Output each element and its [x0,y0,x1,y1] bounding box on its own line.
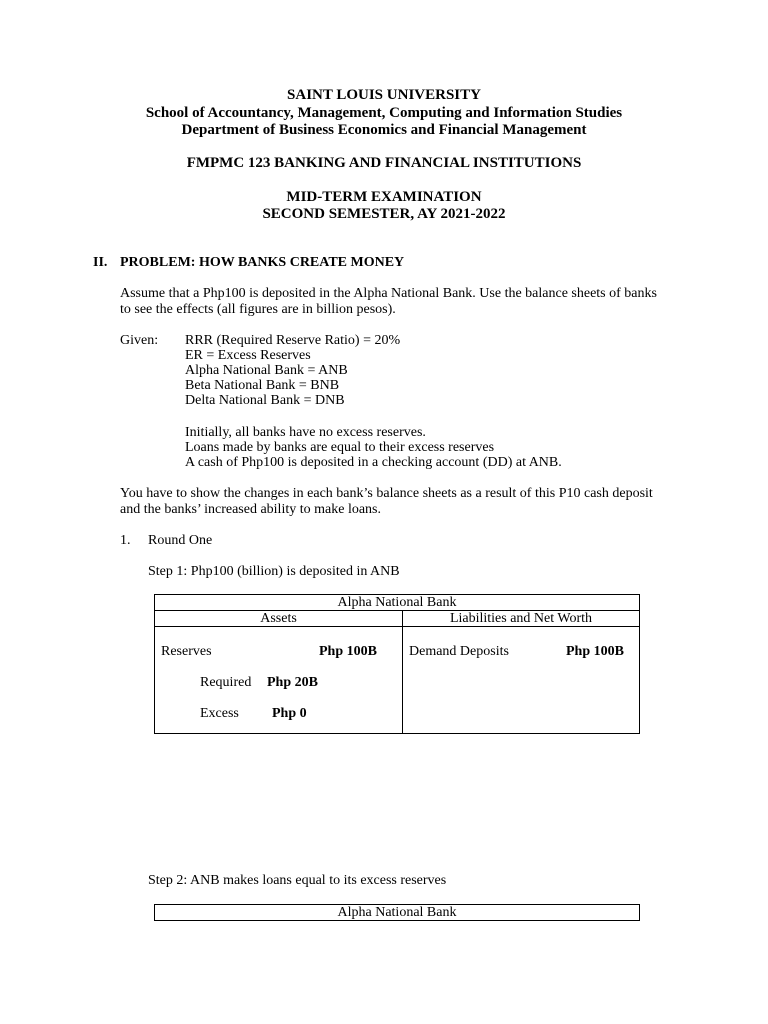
assets-cell [155,627,403,734]
excess-value: Php 0 [272,706,307,721]
step2-balance-sheet [154,904,640,921]
balance-sheet-bank-name: Alpha National Bank [155,595,640,611]
excess-label: Excess [200,706,239,721]
given-label: Given: [120,333,159,348]
university-name: SAINT LOUIS UNIVERSITY [287,87,481,103]
required-value: Php 20B [267,675,318,690]
round-title: Round One [148,533,213,548]
intro-line-2: to see the effects (all figures are in billion pesos). [120,302,396,317]
liabilities-header: Liabilities and Net Worth [403,611,640,627]
given-item: ER = Excess Reserves [185,348,311,363]
instruction-line-1: You have to show the changes in each bank’s balance sheets as a result of this P10 cash deposit [120,486,653,501]
course-title: FMPMC 123 BANKING AND FINANCIAL INSTITUTIONS [186,155,582,171]
demand-deposits-value: Php 100B [566,644,624,659]
step1-balance-sheet [154,594,640,734]
step1-text: Step 1: Php100 (billion) is deposited in ANB [148,564,400,579]
school-name: School of Accountancy, Management, Computing and Information Studies [145,105,623,121]
assumption-item: Loans made by banks are equal to their excess reserves [185,440,495,455]
section-number: II. [93,255,108,270]
liabilities-cell [403,627,640,734]
assets-header: Assets [155,611,403,627]
assumption-item: Initially, all banks have no excess reserves. [185,425,426,440]
step2-text: Step 2: ANB makes loans equal to its excess reserves [148,873,447,888]
given-item: Delta National Bank = DNB [185,393,345,408]
instruction-line-2: and the banks’ increased ability to make loans. [120,502,381,517]
intro-line-1: Assume that a Php100 is deposited in the Alpha National Bank. Use the balance sheets of banks [120,286,657,301]
given-item: Beta National Bank = BNB [185,378,340,393]
demand-deposits-label: Demand Deposits [409,644,509,659]
reserves-value: Php 100B [319,644,377,659]
required-label: Required [200,675,252,690]
semester-title: SECOND SEMESTER, AY 2021-2022 [262,206,506,222]
exam-title: MID-TERM EXAMINATION [286,189,482,205]
given-item: RRR (Required Reserve Ratio) = 20% [185,333,401,348]
assumption-item: A cash of Php100 is deposited in a checking account (DD) at ANB. [185,455,562,470]
section-title: PROBLEM: HOW BANKS CREATE MONEY [120,255,405,270]
given-item: Alpha National Bank = ANB [185,363,348,378]
round-number: 1. [120,533,131,548]
balance-sheet-bank-name: Alpha National Bank [155,905,640,921]
department-name: Department of Business Economics and Financial Management [181,122,587,138]
reserves-label: Reserves [161,644,212,659]
